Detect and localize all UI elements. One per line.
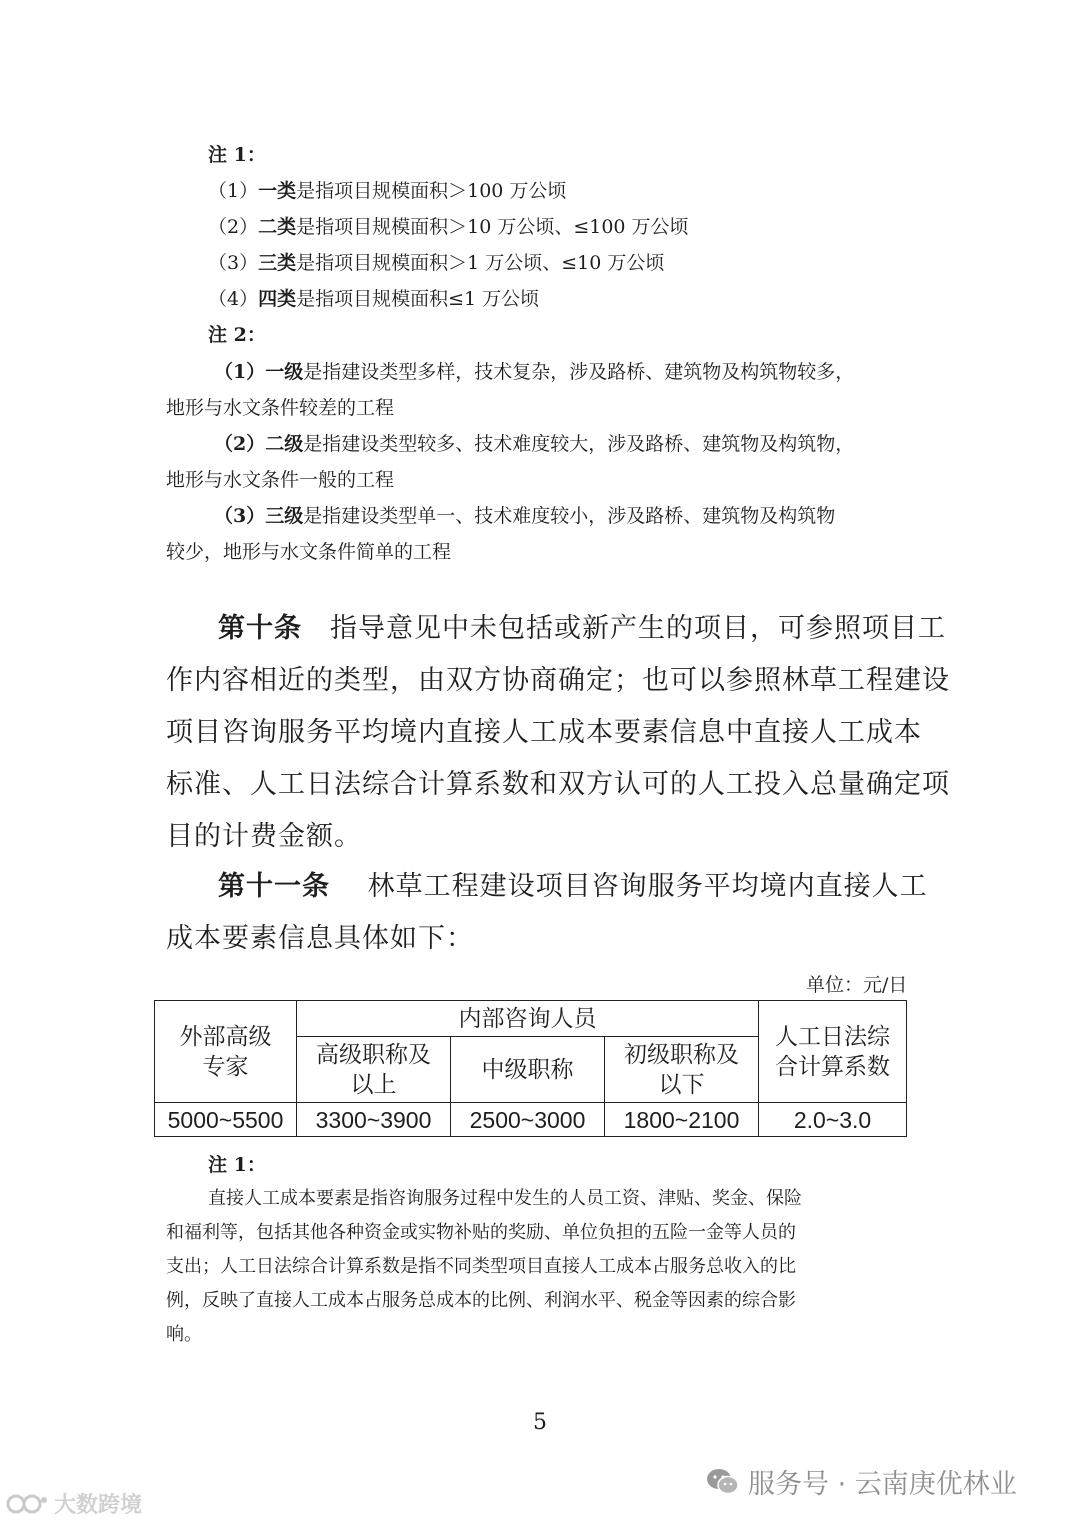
note1-item-3: （3）三类是指项目规模面积＞1 万公顷、≤10 万公顷 bbox=[208, 252, 665, 274]
table-row bbox=[155, 1103, 907, 1137]
article11-label: 第十一条 bbox=[218, 871, 330, 902]
article11-line-2: 成本要素信息具体如下： bbox=[166, 923, 474, 954]
note1-item-1: （1）一类是指项目规模面积＞100 万公顷 bbox=[208, 180, 567, 202]
footnote-line-2: 和福利等，包括其他各种资金或实物补贴的奖励、单位负担的五险一金等人员的 bbox=[166, 1222, 796, 1243]
table-unit: 单位：元/日 bbox=[806, 974, 908, 996]
header-middle-title: 中级职称 bbox=[451, 1037, 605, 1103]
watermark-brand: 大数跨境 bbox=[6, 1488, 142, 1519]
brand-logo-icon bbox=[6, 1491, 50, 1517]
value-coefficient: 2.0~3.0 bbox=[759, 1103, 907, 1137]
article11-line-1: 第十一条 林草工程建设项目咨询服务平均境内直接人工 bbox=[218, 871, 928, 902]
note2-item-1-cont: 地形与水文条件较差的工程 bbox=[166, 397, 395, 419]
value-external: 5000~5500 bbox=[155, 1103, 297, 1137]
value-middle: 2500~3000 bbox=[451, 1103, 605, 1137]
note1-heading: 注 1： bbox=[208, 144, 266, 166]
value-senior: 3300~3900 bbox=[297, 1103, 451, 1137]
note2-item-2-cont: 地形与水文条件一般的工程 bbox=[166, 469, 395, 491]
note2-item-3: （3）三级是指建设类型单一、技术难度较小，涉及路桥、建筑物及构筑物 bbox=[214, 505, 836, 527]
header-coefficient: 人工日法综合计算系数 bbox=[759, 1001, 907, 1103]
note1-item-2: （2）二类是指项目规模面积＞10 万公顷、≤100 万公顷 bbox=[208, 216, 689, 238]
article10-line-4: 标准、人工日法综合计算系数和双方认可的人工投入总量确定项 bbox=[166, 769, 950, 800]
header-internal-consultants: 内部咨询人员 bbox=[297, 1001, 759, 1037]
article10-label: 第十条 bbox=[218, 613, 302, 644]
watermark-service-account: 服务号 · 云南庚优林业 bbox=[706, 1462, 1017, 1501]
article10-line-2: 作内容相近的类型，由双方协商确定；也可以参照林草工程建设 bbox=[166, 665, 950, 696]
wechat-icon bbox=[706, 1467, 740, 1497]
header-junior-title: 初级职称及以下 bbox=[605, 1037, 759, 1103]
page-number: 5 bbox=[533, 1410, 547, 1435]
footnote-heading: 注 1： bbox=[208, 1154, 266, 1176]
cost-table bbox=[154, 1000, 907, 1137]
note1-item-4: （4）四类是指项目规模面积≤1 万公顷 bbox=[208, 288, 540, 310]
value-junior: 1800~2100 bbox=[605, 1103, 759, 1137]
header-senior-title: 高级职称及以上 bbox=[297, 1037, 451, 1103]
article10-line-1: 第十条 指导意见中未包括或新产生的项目，可参照项目工 bbox=[218, 613, 946, 644]
note2-item-3-cont: 较少，地形与水文条件简单的工程 bbox=[166, 541, 452, 563]
footnote-line-1: 直接人工成本要素是指咨询服务过程中发生的人员工资、津贴、奖金、保险 bbox=[208, 1188, 802, 1209]
footnote-line-4: 例，反映了直接人工成本占服务总成本的比例、利润水平、税金等因素的综合影 bbox=[166, 1290, 796, 1311]
footnote-line-5: 响。 bbox=[166, 1324, 202, 1345]
article10-line-3: 项目咨询服务平均境内直接人工成本要素信息中直接人工成本 bbox=[166, 717, 922, 748]
footnote-line-3: 支出；人工日法综合计算系数是指不同类型项目直接人工成本占服务总收入的比 bbox=[166, 1256, 796, 1277]
article10-line-5: 目的计费金额。 bbox=[166, 821, 362, 852]
note2-item-1: （1）一级是指建设类型多样，技术复杂，涉及路桥、建筑物及构筑物较多， bbox=[214, 361, 855, 383]
header-external-expert: 外部高级专家 bbox=[155, 1001, 297, 1103]
note2-item-2: （2）二级是指建设类型较多、技术难度较大，涉及路桥、建筑物及构筑物， bbox=[214, 433, 855, 455]
note2-heading: 注 2： bbox=[208, 324, 266, 346]
